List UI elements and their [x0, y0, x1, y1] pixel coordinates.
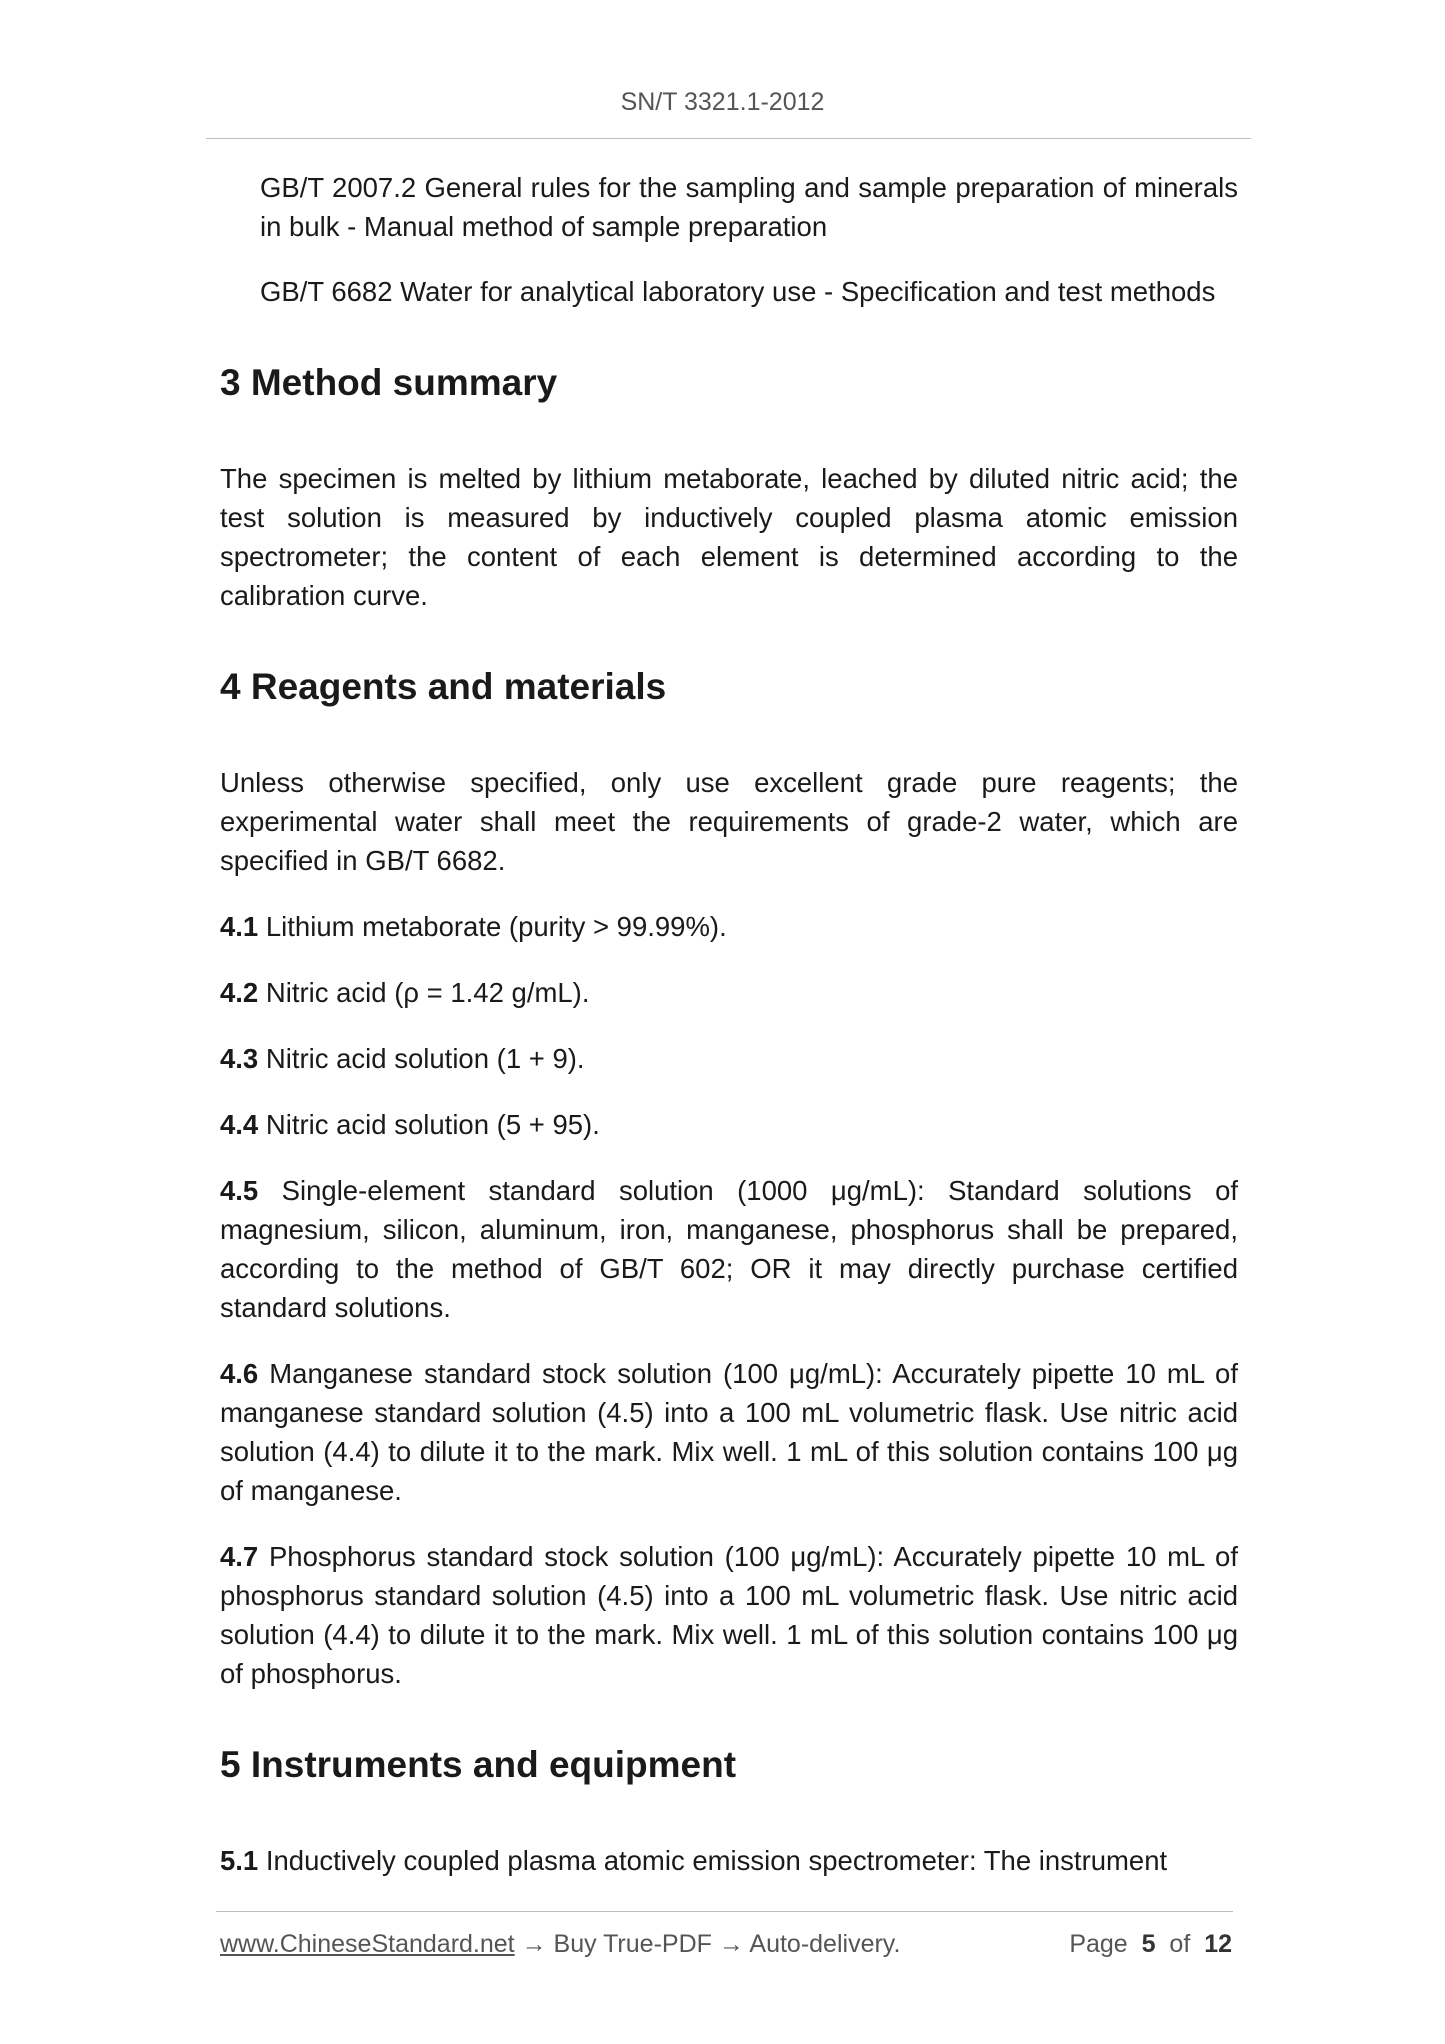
clause-item [220, 907, 1238, 946]
clause-text: Phosphorus standard stock solution (100 μg/mL): Accurately pipette 10 mL of phosphorus standard solution (4.5) into a 100 mL volumetric flask. Use nitric acid solution (4.4) to dilute it to the mark. Mix well. 1 mL of this solution contains 100 μg of phosphorus. [220, 1541, 1238, 1689]
clause-text: Inductively coupled plasma atomic emission spectrometer: The instrument [265, 1845, 1168, 1876]
clause-item [220, 1354, 1238, 1510]
clause-number: 4.6 [220, 1358, 259, 1389]
clause-text: Lithium metaborate (purity > 99.99%). [265, 911, 727, 942]
clause-number: 4.1 [220, 911, 259, 942]
clause-number: 4.2 [220, 977, 259, 1008]
page-indicator [1069, 1930, 1232, 1959]
normative-reference: GB/T 6682 Water for analytical laboratory use - Specification and test methods [260, 276, 1216, 307]
clause-item [220, 1841, 1238, 1880]
method-summary-text: The specimen is melted by lithium metaborate, leached by diluted nitric acid; the test solution is measured by inductively coupled plasma atomic emission spectrometer; the content of each element is determined according to the calibration curve. [220, 463, 1238, 611]
page-label: Page [1069, 1930, 1128, 1958]
clause-number: 4.5 [220, 1175, 259, 1206]
website-link[interactable]: www.ChineseStandard.net [220, 1930, 515, 1958]
footer-tagline: → Buy True-PDF → Auto-delivery. [514, 1930, 901, 1958]
clause-number: 4.7 [220, 1541, 259, 1572]
clause-number: 4.4 [220, 1109, 259, 1140]
footer-divider [216, 1911, 1233, 1912]
clause-item [220, 1039, 1238, 1078]
clause-text: Manganese standard stock solution (100 μg/mL): Accurately pipette 10 mL of manganese standard solution (4.5) into a 100 mL volumetric flask. Use nitric acid solution (4.4) to dilute it to the mark. Mix well. 1 mL of this solution contains 100 μg of manganese. [220, 1358, 1238, 1506]
document-header-title: SN/T 3321.1-2012 [620, 88, 825, 116]
clause-item [220, 1537, 1238, 1693]
section-heading-reagents: 4 Reagents and materials [220, 666, 667, 707]
section-heading-instruments: 5 Instruments and equipment [220, 1744, 737, 1785]
page-current: 5 [1141, 1930, 1156, 1958]
clause-number: 4.3 [220, 1043, 259, 1074]
clause-item [220, 1171, 1238, 1327]
document-body [220, 168, 1238, 1907]
reagents-intro-text: Unless otherwise specified, only use excellent grade pure reagents; the experimental water shall meet the requirements of grade-2 water, which are specified in GB/T 6682. [220, 767, 1238, 876]
clause-text: Nitric acid (ρ = 1.42 g/mL). [265, 977, 590, 1008]
clause-text: Nitric acid solution (1 + 9). [265, 1043, 585, 1074]
page-total: 12 [1204, 1930, 1232, 1958]
clause-item [220, 973, 1238, 1012]
header-divider [206, 138, 1251, 139]
normative-reference: GB/T 2007.2 General rules for the sampling and sample preparation of minerals in bulk - Manual method of sample preparation [260, 172, 1238, 242]
clause-item [220, 1105, 1238, 1144]
clause-text: Single-element standard solution (1000 μg/mL): Standard solutions of magnesium, silicon, aluminum, iron, manganese, phosphorus shall be prepared, according to the method of GB/T 602; OR it may directly purchase certified standard solutions. [220, 1175, 1239, 1323]
section-heading-method-summary: 3 Method summary [220, 362, 558, 403]
clause-text: Nitric acid solution (5 + 95). [265, 1109, 600, 1140]
page-footer [220, 1930, 1232, 1959]
clause-number: 5.1 [220, 1845, 259, 1876]
page-of-label: of [1169, 1930, 1191, 1958]
